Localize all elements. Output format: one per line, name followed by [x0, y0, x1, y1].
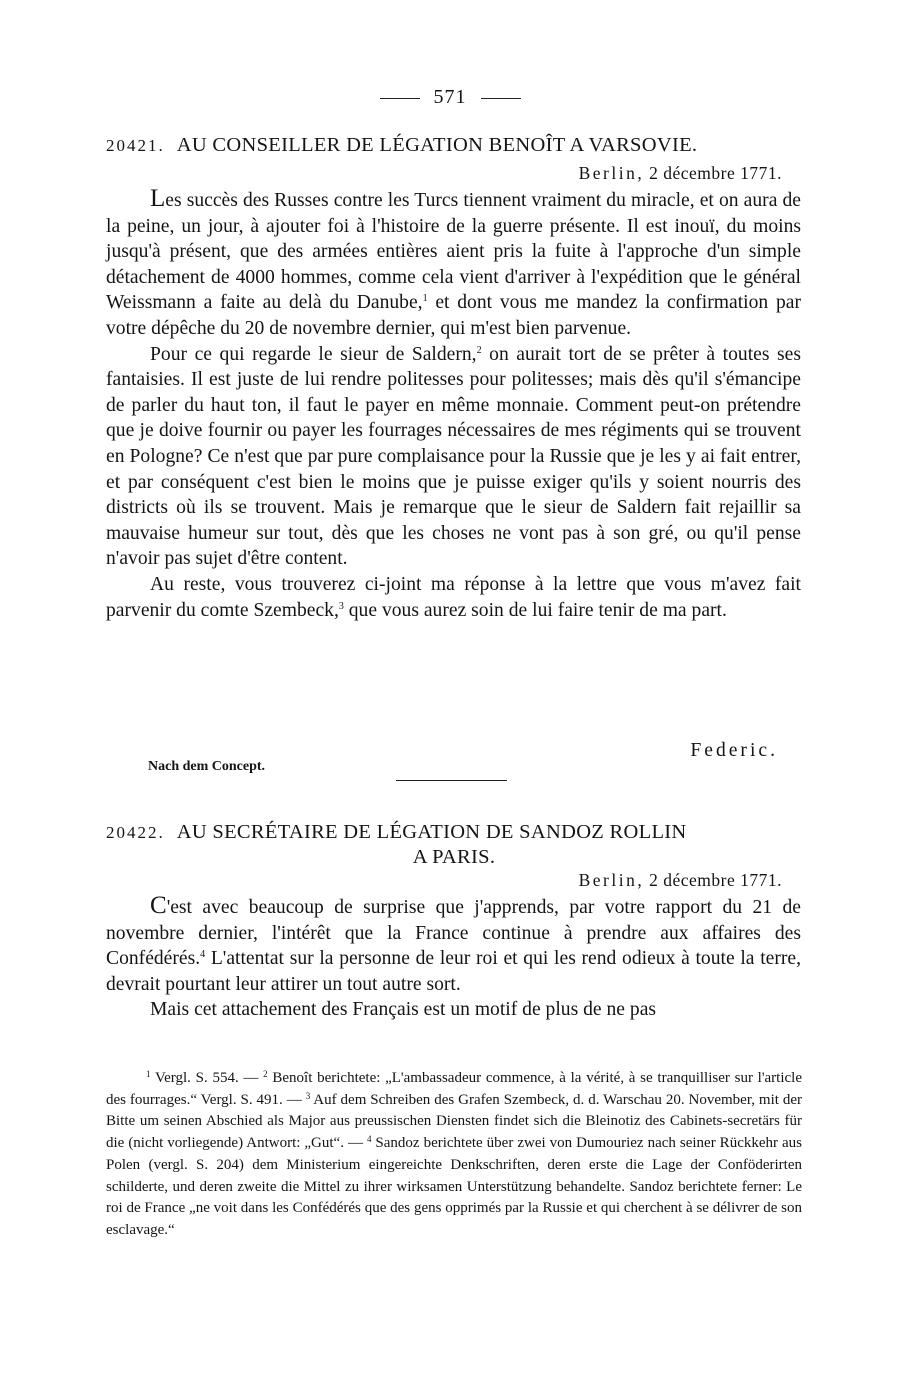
footnote-text: Benoît berichtete: „L'ambassadeur commence, à la vérité, à se tranquilliser sur l'article des fourrages.“ Vergl. S. 491. — [106, 1070, 802, 1108]
paragraph: Mais cet attachement des Français est un motif de plus de ne pas [150, 999, 657, 1021]
letter-heading [106, 820, 802, 870]
page-number [0, 86, 900, 109]
letter-title-line2: A PARIS. [412, 846, 496, 868]
paragraph-text: es succès des Russes contre les Turcs tiennent vraiment du miracle, et on aura de la peine, un jour, à ajouter foi à l'histoire de la guerre présente. Il est inouï, du moins jusqu'à présent, que des armées entières aient pris la fuite à l'approche d'un simple détachement de 4000 hommes, comme cela vient d'arriver à l'expédition que le général Weissmann a faite au delà du Danube, [106, 190, 801, 314]
letter-body [106, 893, 801, 1023]
paragraph-text: on aurait tort de se prêter à toutes ses fantaisies. Il est juste de lui rendre politesses pour politesses; mais dès qu'il s'émancipe de parler du haut ton, il faut le payer en même monnaie. Comment peut-on prétendre que je doive fournir ou payer les fourrages nécessaires de mes régiments qui se trouvent en Pologne? Ce n'est que par pure complaisance pour la Russie que je les y ai fait entrer, et par conséquent c'est bien le moins que je puisse exiger qu'ils y soient nourris des districts où ils se trouvent. Mais je remarque que le sieur de Saldern fait rejaillir sa mauvaise humeur sur tout, dès que les choses ne vont pas à son gré, ou qu'il pense n'avoir pas sujet d'être content. [106, 343, 801, 570]
paragraph [106, 342, 801, 572]
paragraph-text: Pour ce qui regarde le sieur de Saldern, [150, 343, 477, 365]
letter-title: AU CONSEILLER DE LÉGATION BENOÎT A VARSOVIE. [176, 134, 698, 156]
paragraph [106, 572, 801, 623]
footnote-ref: 3 [338, 600, 344, 612]
paragraph [106, 186, 801, 342]
footnote-block [106, 1068, 802, 1242]
letter-number: 20422. [106, 823, 165, 842]
page-number-rule-right [481, 98, 521, 99]
initial-letter: C [150, 892, 167, 919]
letter-title: AU SECRÉTAIRE DE LÉGATION DE SANDOZ ROLLIN [176, 821, 687, 843]
letter-heading [106, 133, 802, 158]
paragraph-text: et dont vous me mandez la confirmation par votre dépêche du 20 de novembre dernier, qui m'est bien parvenue. [106, 292, 801, 339]
letter-dateline [579, 163, 782, 184]
paragraph-text: L'attentat sur la personne de leur roi et qui les rend odieux à toute la terre, devrait pourtant leur attirer un tout autre sort. [106, 948, 801, 995]
dateline-date: 2 décembre 1771. [649, 870, 782, 890]
initial-letter: L [150, 185, 166, 212]
footnotes [106, 1068, 802, 1242]
footnote-mark: 2 [263, 1069, 268, 1079]
dateline-city: Berlin, [578, 870, 645, 890]
footnote-mark: 4 [366, 1134, 372, 1145]
source-note: Nach dem Concept. [148, 759, 266, 774]
page-number-value: 571 [433, 86, 467, 108]
letter-dateline [579, 870, 782, 891]
paragraph-text: Au reste, vous trouverez ci-joint ma réponse à la lettre que vous m'avez fait parvenir du comte Szembeck, [106, 573, 801, 621]
footnote-text: Auf dem Schreiben des Grafen Szembeck, d. d. Warschau 20. November, mit der Bitte um seinen Abschied als Major aus preussischen Diensten findet sich die Bleinotiz des Cabinets-secretärs für die (nicht vorliegende) Antwort: „Gut“. — [106, 1091, 802, 1152]
footnote-text: Sandoz berichtete über zwei von Dumouriez nach seiner Rückkehr aus Polen (vergl. S. 204) dem Ministerium eingereichte Denkschriften, deren erste die Lage der Conföderirten schilderte, und deren zweite die Mittel zu ihrer wirksamen Unterstützung behandelte. Sandoz berichtete ferner: Le roi de France „ne voit dans les Confédérés que des gens opprimés par la Russie et qui cherchent à se délivrer de son esclavage.“ [106, 1135, 802, 1238]
page-number-rule-left [380, 98, 420, 99]
paragraph [106, 893, 801, 997]
footnote-ref: 4 [200, 949, 206, 961]
letter-number: 20421. [106, 136, 165, 155]
paragraph-text: 'est avec beaucoup de surprise que j'apprends, par votre rapport du 21 de novembre dernier, l'intérêt que la France continue à prendre aux affaires des Confédérés. [106, 897, 801, 970]
footnote-mark: 1 [146, 1069, 151, 1079]
footnote-text: Vergl. S. 554. — [150, 1070, 264, 1086]
dateline-city: Berlin, [578, 163, 645, 183]
paragraph-text: que vous aurez soin de lui faire tenir de ma part. [343, 599, 727, 621]
footnote-mark: 3 [305, 1090, 311, 1101]
footnote-ref: 2 [476, 344, 482, 356]
section-separator [396, 780, 507, 781]
signature: Federic. [690, 740, 778, 761]
dateline-date: 2 décembre 1771. [649, 163, 782, 183]
footnote-ref: 1 [422, 293, 428, 305]
letter-body [106, 186, 801, 623]
